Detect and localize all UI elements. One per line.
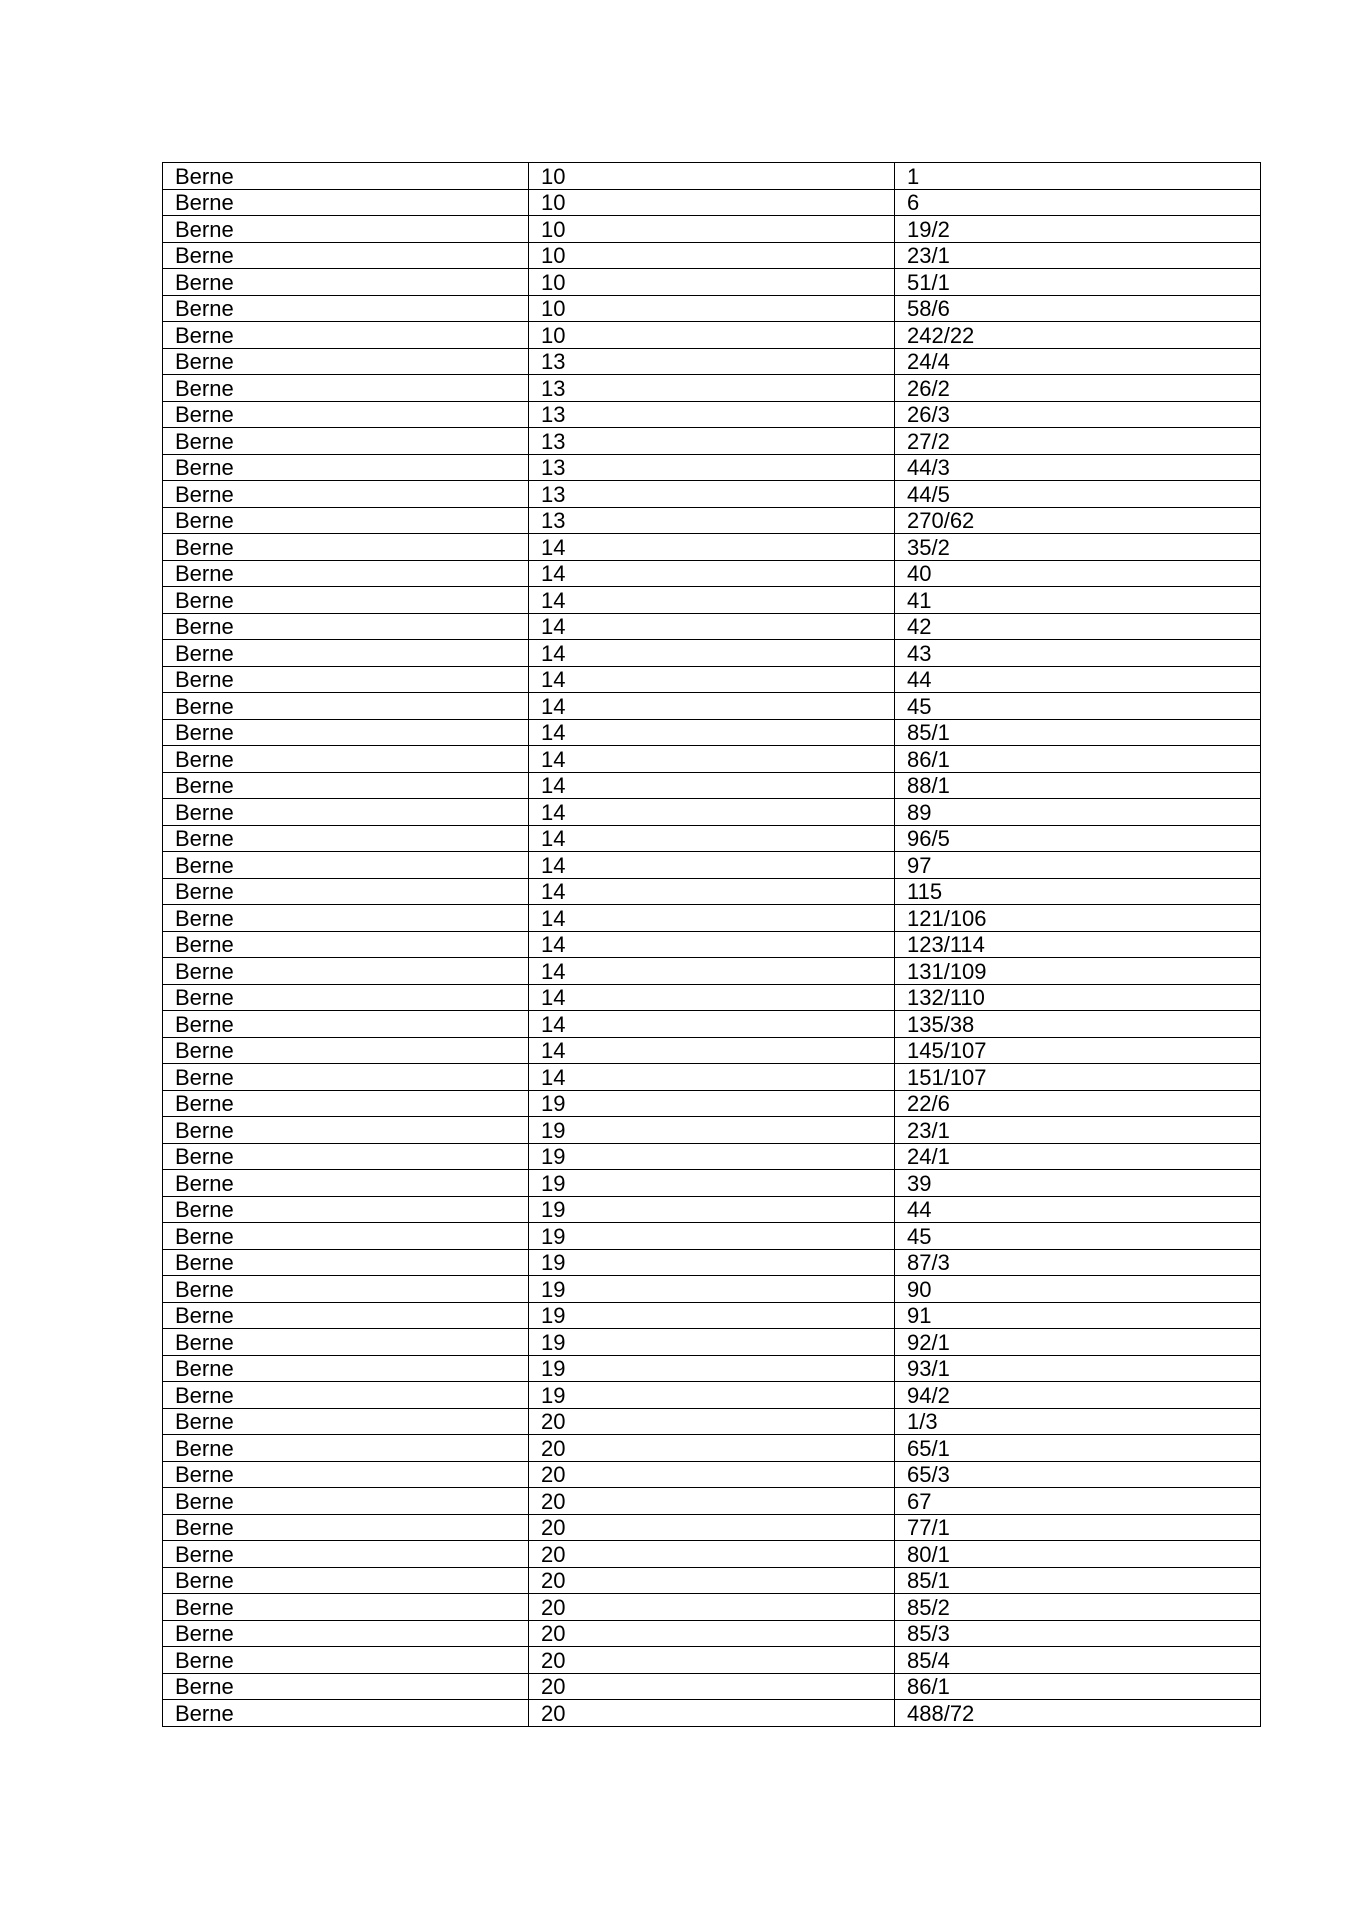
parcel-number-cell: 86/1	[895, 1673, 1261, 1700]
table-row	[163, 1461, 1261, 1488]
parcel-number-cell: 67	[895, 1488, 1261, 1515]
municipality-cell: Berne	[163, 984, 529, 1011]
parcel-number-cell: 93/1	[895, 1355, 1261, 1382]
parcel-number-cell: 91	[895, 1302, 1261, 1329]
parcel-number-cell: 90	[895, 1276, 1261, 1303]
municipality-cell: Berne	[163, 1673, 529, 1700]
municipality-cell: Berne	[163, 719, 529, 746]
parcel-number-cell: 40	[895, 560, 1261, 587]
table-row	[163, 1408, 1261, 1435]
sheet-number-cell: 19	[529, 1143, 895, 1170]
table-row	[163, 1143, 1261, 1170]
municipality-cell: Berne	[163, 772, 529, 799]
municipality-cell: Berne	[163, 1117, 529, 1144]
municipality-cell: Berne	[163, 242, 529, 269]
table-row	[163, 1435, 1261, 1462]
sheet-number-cell: 13	[529, 375, 895, 402]
municipality-cell: Berne	[163, 189, 529, 216]
table-row	[163, 1170, 1261, 1197]
municipality-cell: Berne	[163, 1064, 529, 1091]
parcel-number-cell: 27/2	[895, 428, 1261, 455]
municipality-cell: Berne	[163, 1408, 529, 1435]
sheet-number-cell: 19	[529, 1382, 895, 1409]
sheet-number-cell: 13	[529, 454, 895, 481]
parcel-number-cell: 44/3	[895, 454, 1261, 481]
sheet-number-cell: 20	[529, 1541, 895, 1568]
municipality-cell: Berne	[163, 746, 529, 773]
parcel-number-cell: 97	[895, 852, 1261, 879]
municipality-cell: Berne	[163, 1461, 529, 1488]
sheet-number-cell: 10	[529, 189, 895, 216]
municipality-cell: Berne	[163, 1435, 529, 1462]
municipality-cell: Berne	[163, 1302, 529, 1329]
parcel-number-cell: 270/62	[895, 507, 1261, 534]
parcel-number-cell: 85/2	[895, 1594, 1261, 1621]
municipality-cell: Berne	[163, 825, 529, 852]
sheet-number-cell: 14	[529, 534, 895, 561]
sheet-number-cell: 10	[529, 163, 895, 190]
sheet-number-cell: 14	[529, 560, 895, 587]
municipality-cell: Berne	[163, 1223, 529, 1250]
parcel-number-cell: 488/72	[895, 1700, 1261, 1727]
sheet-number-cell: 20	[529, 1408, 895, 1435]
sheet-number-cell: 20	[529, 1647, 895, 1674]
sheet-number-cell: 14	[529, 878, 895, 905]
parcel-number-cell: 85/1	[895, 719, 1261, 746]
table-row	[163, 1355, 1261, 1382]
table-row	[163, 1329, 1261, 1356]
sheet-number-cell: 19	[529, 1117, 895, 1144]
sheet-number-cell: 14	[529, 693, 895, 720]
table-row	[163, 242, 1261, 269]
table-row	[163, 640, 1261, 667]
municipality-cell: Berne	[163, 1196, 529, 1223]
municipality-cell: Berne	[163, 560, 529, 587]
table-row	[163, 322, 1261, 349]
table-row	[163, 163, 1261, 190]
parcel-number-cell: 85/4	[895, 1647, 1261, 1674]
table-row	[163, 401, 1261, 428]
table-row	[163, 719, 1261, 746]
municipality-cell: Berne	[163, 163, 529, 190]
parcel-number-cell: 92/1	[895, 1329, 1261, 1356]
parcel-number-cell: 58/6	[895, 295, 1261, 322]
table-row	[163, 587, 1261, 614]
parcel-number-cell: 19/2	[895, 216, 1261, 243]
table-row	[163, 1488, 1261, 1515]
parcel-number-cell: 44/5	[895, 481, 1261, 508]
municipality-cell: Berne	[163, 375, 529, 402]
parcel-number-cell: 39	[895, 1170, 1261, 1197]
municipality-cell: Berne	[163, 428, 529, 455]
sheet-number-cell: 19	[529, 1170, 895, 1197]
parcel-number-cell: 51/1	[895, 269, 1261, 296]
sheet-number-cell: 19	[529, 1249, 895, 1276]
sheet-number-cell: 14	[529, 613, 895, 640]
table-row	[163, 905, 1261, 932]
municipality-cell: Berne	[163, 613, 529, 640]
table-row	[163, 189, 1261, 216]
sheet-number-cell: 14	[529, 931, 895, 958]
table-row	[163, 216, 1261, 243]
municipality-cell: Berne	[163, 269, 529, 296]
parcel-number-cell: 23/1	[895, 1117, 1261, 1144]
parcel-number-cell: 145/107	[895, 1037, 1261, 1064]
parcel-number-cell: 42	[895, 613, 1261, 640]
parcel-number-cell: 24/4	[895, 348, 1261, 375]
table-row	[163, 693, 1261, 720]
parcel-number-cell: 41	[895, 587, 1261, 614]
table-row	[163, 878, 1261, 905]
table-row	[163, 799, 1261, 826]
table-row	[163, 958, 1261, 985]
sheet-number-cell: 14	[529, 1011, 895, 1038]
table-row	[163, 1249, 1261, 1276]
municipality-cell: Berne	[163, 693, 529, 720]
table-row	[163, 1673, 1261, 1700]
sheet-number-cell: 14	[529, 1064, 895, 1091]
parcel-number-cell: 6	[895, 189, 1261, 216]
municipality-cell: Berne	[163, 1382, 529, 1409]
table-row	[163, 1620, 1261, 1647]
municipality-cell: Berne	[163, 1276, 529, 1303]
table-row	[163, 1037, 1261, 1064]
table-row	[163, 1647, 1261, 1674]
table-row	[163, 1090, 1261, 1117]
municipality-cell: Berne	[163, 1090, 529, 1117]
municipality-cell: Berne	[163, 1011, 529, 1038]
sheet-number-cell: 20	[529, 1620, 895, 1647]
sheet-number-cell: 13	[529, 428, 895, 455]
parcel-number-cell: 88/1	[895, 772, 1261, 799]
municipality-cell: Berne	[163, 295, 529, 322]
municipality-cell: Berne	[163, 958, 529, 985]
parcel-number-cell: 96/5	[895, 825, 1261, 852]
municipality-cell: Berne	[163, 1143, 529, 1170]
sheet-number-cell: 14	[529, 799, 895, 826]
sheet-number-cell: 20	[529, 1435, 895, 1462]
municipality-cell: Berne	[163, 799, 529, 826]
sheet-number-cell: 10	[529, 269, 895, 296]
parcel-number-cell: 242/22	[895, 322, 1261, 349]
parcel-number-cell: 132/110	[895, 984, 1261, 1011]
table-row	[163, 1700, 1261, 1727]
parcel-number-cell: 65/1	[895, 1435, 1261, 1462]
sheet-number-cell: 20	[529, 1594, 895, 1621]
table-row	[163, 428, 1261, 455]
municipality-cell: Berne	[163, 534, 529, 561]
municipality-cell: Berne	[163, 1329, 529, 1356]
table-row	[163, 1223, 1261, 1250]
sheet-number-cell: 14	[529, 825, 895, 852]
parcel-number-cell: 22/6	[895, 1090, 1261, 1117]
sheet-number-cell: 20	[529, 1461, 895, 1488]
parcel-number-cell: 44	[895, 666, 1261, 693]
municipality-cell: Berne	[163, 1700, 529, 1727]
table-row	[163, 1541, 1261, 1568]
sheet-number-cell: 10	[529, 216, 895, 243]
parcel-number-cell: 131/109	[895, 958, 1261, 985]
parcel-number-cell: 26/3	[895, 401, 1261, 428]
table-row	[163, 560, 1261, 587]
parcel-number-cell: 23/1	[895, 242, 1261, 269]
sheet-number-cell: 14	[529, 852, 895, 879]
sheet-number-cell: 19	[529, 1329, 895, 1356]
municipality-cell: Berne	[163, 1170, 529, 1197]
parcel-table	[162, 162, 1261, 1727]
parcel-number-cell: 1	[895, 163, 1261, 190]
sheet-number-cell: 20	[529, 1488, 895, 1515]
sheet-number-cell: 14	[529, 958, 895, 985]
parcel-number-cell: 86/1	[895, 746, 1261, 773]
sheet-number-cell: 10	[529, 295, 895, 322]
parcel-number-cell: 65/3	[895, 1461, 1261, 1488]
municipality-cell: Berne	[163, 1594, 529, 1621]
sheet-number-cell: 13	[529, 481, 895, 508]
municipality-cell: Berne	[163, 216, 529, 243]
parcel-number-cell: 87/3	[895, 1249, 1261, 1276]
sheet-number-cell: 14	[529, 587, 895, 614]
table-row	[163, 613, 1261, 640]
sheet-number-cell: 14	[529, 719, 895, 746]
municipality-cell: Berne	[163, 1037, 529, 1064]
parcel-number-cell: 77/1	[895, 1514, 1261, 1541]
parcel-number-cell: 1/3	[895, 1408, 1261, 1435]
municipality-cell: Berne	[163, 1355, 529, 1382]
sheet-number-cell: 10	[529, 242, 895, 269]
sheet-number-cell: 14	[529, 1037, 895, 1064]
sheet-number-cell: 19	[529, 1276, 895, 1303]
sheet-number-cell: 20	[529, 1514, 895, 1541]
table-row	[163, 295, 1261, 322]
sheet-number-cell: 13	[529, 348, 895, 375]
table-row	[163, 852, 1261, 879]
table-body	[163, 163, 1261, 1727]
sheet-number-cell: 14	[529, 772, 895, 799]
table-row	[163, 481, 1261, 508]
table-row	[163, 1064, 1261, 1091]
table-row	[163, 454, 1261, 481]
parcel-number-cell: 26/2	[895, 375, 1261, 402]
table-row	[163, 1011, 1261, 1038]
municipality-cell: Berne	[163, 1488, 529, 1515]
sheet-number-cell: 20	[529, 1673, 895, 1700]
sheet-number-cell: 14	[529, 640, 895, 667]
municipality-cell: Berne	[163, 507, 529, 534]
municipality-cell: Berne	[163, 1541, 529, 1568]
parcel-number-cell: 43	[895, 640, 1261, 667]
sheet-number-cell: 20	[529, 1700, 895, 1727]
table-row	[163, 825, 1261, 852]
municipality-cell: Berne	[163, 1249, 529, 1276]
municipality-cell: Berne	[163, 1567, 529, 1594]
sheet-number-cell: 20	[529, 1567, 895, 1594]
parcel-number-cell: 45	[895, 693, 1261, 720]
municipality-cell: Berne	[163, 666, 529, 693]
parcel-number-cell: 44	[895, 1196, 1261, 1223]
table-row	[163, 507, 1261, 534]
table-row	[163, 1196, 1261, 1223]
table-row	[163, 534, 1261, 561]
parcel-number-cell: 89	[895, 799, 1261, 826]
parcel-number-cell: 135/38	[895, 1011, 1261, 1038]
sheet-number-cell: 10	[529, 322, 895, 349]
parcel-number-cell: 85/1	[895, 1567, 1261, 1594]
municipality-cell: Berne	[163, 481, 529, 508]
parcel-number-cell: 121/106	[895, 905, 1261, 932]
municipality-cell: Berne	[163, 852, 529, 879]
table-row	[163, 772, 1261, 799]
table-row	[163, 1594, 1261, 1621]
sheet-number-cell: 14	[529, 905, 895, 932]
municipality-cell: Berne	[163, 1647, 529, 1674]
table-row	[163, 1514, 1261, 1541]
municipality-cell: Berne	[163, 878, 529, 905]
table-row	[163, 348, 1261, 375]
table-row	[163, 746, 1261, 773]
sheet-number-cell: 14	[529, 666, 895, 693]
sheet-number-cell: 19	[529, 1302, 895, 1329]
table-row	[163, 1302, 1261, 1329]
municipality-cell: Berne	[163, 1514, 529, 1541]
parcel-number-cell: 45	[895, 1223, 1261, 1250]
table-row	[163, 375, 1261, 402]
municipality-cell: Berne	[163, 454, 529, 481]
parcel-number-cell: 94/2	[895, 1382, 1261, 1409]
table-row	[163, 931, 1261, 958]
table-row	[163, 1276, 1261, 1303]
municipality-cell: Berne	[163, 1620, 529, 1647]
sheet-number-cell: 19	[529, 1196, 895, 1223]
parcel-number-cell: 123/114	[895, 931, 1261, 958]
parcel-number-cell: 24/1	[895, 1143, 1261, 1170]
sheet-number-cell: 19	[529, 1223, 895, 1250]
parcel-number-cell: 35/2	[895, 534, 1261, 561]
municipality-cell: Berne	[163, 931, 529, 958]
municipality-cell: Berne	[163, 401, 529, 428]
table-row	[163, 1382, 1261, 1409]
table-row	[163, 269, 1261, 296]
municipality-cell: Berne	[163, 587, 529, 614]
parcel-number-cell: 115	[895, 878, 1261, 905]
sheet-number-cell: 14	[529, 746, 895, 773]
municipality-cell: Berne	[163, 905, 529, 932]
sheet-number-cell: 13	[529, 401, 895, 428]
sheet-number-cell: 13	[529, 507, 895, 534]
table-row	[163, 1567, 1261, 1594]
municipality-cell: Berne	[163, 640, 529, 667]
sheet-number-cell: 19	[529, 1090, 895, 1117]
municipality-cell: Berne	[163, 348, 529, 375]
parcel-number-cell: 151/107	[895, 1064, 1261, 1091]
parcel-number-cell: 80/1	[895, 1541, 1261, 1568]
table-row	[163, 1117, 1261, 1144]
sheet-number-cell: 14	[529, 984, 895, 1011]
table-row	[163, 666, 1261, 693]
sheet-number-cell: 19	[529, 1355, 895, 1382]
municipality-cell: Berne	[163, 322, 529, 349]
table-row	[163, 984, 1261, 1011]
parcel-number-cell: 85/3	[895, 1620, 1261, 1647]
